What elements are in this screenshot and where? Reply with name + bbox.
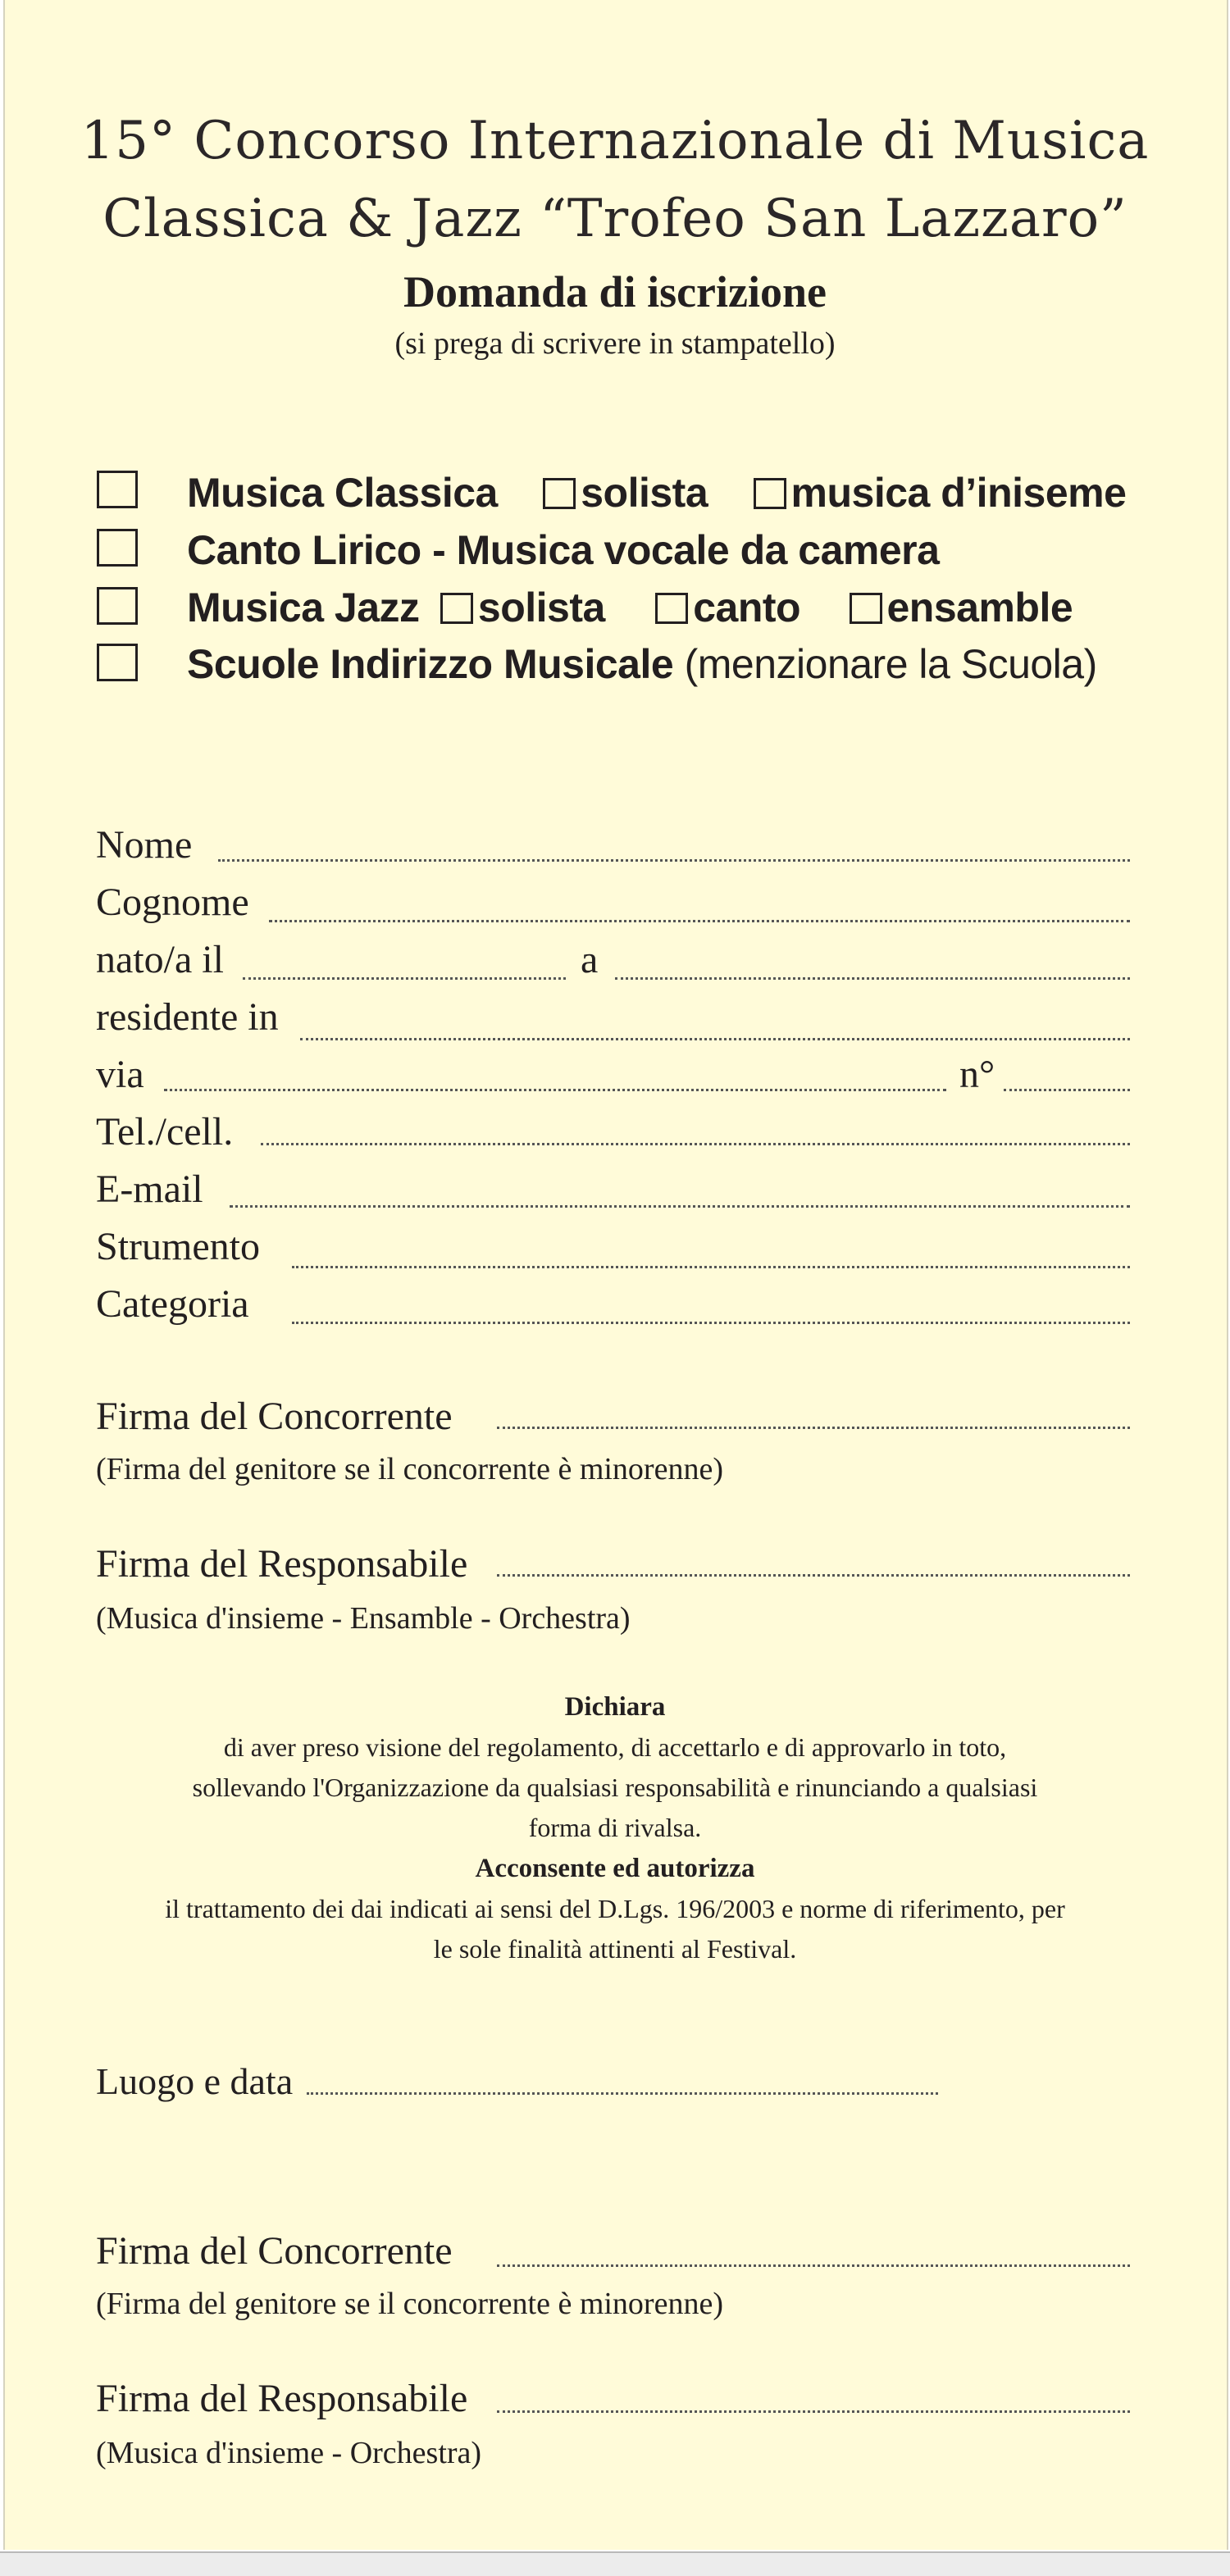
option-jazz-solista-label: solista <box>477 585 605 630</box>
signature-concorrente-2-note: (Firma del genitore se il concorrente è minorenne) <box>96 2287 723 2321</box>
field-tel-line[interactable] <box>261 1143 1130 1145</box>
option-jazz-label: Musica Jazz <box>187 585 420 630</box>
checkbox-classica-solista[interactable] <box>543 478 576 509</box>
field-residente-label: residente in <box>96 995 279 1039</box>
declaration-line-1: di aver preso visione del regolamento, di accettarlo e di approvarlo in toto, <box>223 1732 1007 1762</box>
field-cognome-label: Cognome <box>96 881 249 924</box>
declaration-line-4: il trattamento dei dai indicati ai sensi del D.Lgs. 196/2003 e norme di riferimento, per <box>165 1894 1065 1923</box>
field-cognome-line[interactable] <box>269 920 1130 922</box>
field-nome-line[interactable] <box>218 859 1130 862</box>
field-strumento-label: Strumento <box>96 1225 260 1268</box>
declaration-heading-dichiara: Dichiara <box>564 1692 666 1722</box>
checkbox-classica[interactable] <box>97 471 138 508</box>
option-lirico: Canto Lirico - Musica vocale da camera <box>187 527 940 573</box>
checkbox-jazz[interactable] <box>97 587 138 625</box>
field-nato-date-line[interactable] <box>243 977 566 980</box>
field-categoria-label: Categoria <box>96 1282 249 1326</box>
field-strumento-line[interactable] <box>292 1266 1130 1268</box>
page-bottom-edge <box>0 2551 1230 2576</box>
field-numero-label: n° <box>959 1053 995 1096</box>
declaration-heading-acconsente: Acconsente ed autorizza <box>475 1854 755 1883</box>
signature-responsabile-note: (Musica d'insieme - Ensamble - Orchestra) <box>96 1601 631 1636</box>
field-luogo-nascita-label: a <box>581 938 599 981</box>
signature-responsabile-2-label: Firma del Responsabile <box>96 2377 468 2420</box>
form-page <box>3 0 1228 2550</box>
checkbox-lirico[interactable] <box>97 529 138 567</box>
form-subtitle: Domanda di iscrizione <box>403 267 827 316</box>
field-tel-label: Tel./cell. <box>96 1110 234 1154</box>
option-classica-solista-label: solista <box>581 470 708 516</box>
declaration-line-2: sollevando l'Organizzazione da qualsiasi responsabilità e rinunciando a qualsiasi <box>192 1773 1038 1802</box>
option-jazz-canto-label: canto <box>693 585 801 630</box>
option-classica-insieme-label: musica d’iniseme <box>790 470 1127 516</box>
checkbox-jazz-solista[interactable] <box>440 593 473 624</box>
option-scuole-note: (menzionare la Scuola) <box>684 641 1097 687</box>
field-email-label: E-mail <box>96 1167 203 1211</box>
signature-responsabile-2-line[interactable] <box>497 2410 1130 2413</box>
luogo-data-label: Luogo e data <box>96 2060 294 2102</box>
declaration-block <box>0 1686 1230 1969</box>
field-via-line[interactable] <box>164 1089 946 1091</box>
option-scuole-label: Scuole Indirizzo Musicale <box>187 641 674 687</box>
field-numero-line[interactable] <box>1004 1089 1130 1091</box>
signature-concorrente-label: Firma del Concorrente <box>96 1395 453 1438</box>
declaration-line-3: forma di rivalsa. <box>528 1813 702 1842</box>
field-categoria-line[interactable] <box>292 1322 1130 1324</box>
form-title-line2: Classica & Jazz “Trofeo San Lazzaro” <box>102 189 1128 249</box>
option-classica <box>187 469 1126 517</box>
signature-responsabile-2-note: (Musica d'insieme - Orchestra) <box>96 2436 482 2470</box>
signature-concorrente-2-label: Firma del Concorrente <box>96 2229 453 2273</box>
signature-concorrente-2-line[interactable] <box>497 2264 1130 2267</box>
print-instruction: (si prega di scrivere in stampatello) <box>394 326 836 361</box>
checkbox-scuole[interactable] <box>97 644 138 681</box>
option-jazz <box>187 584 1073 631</box>
checkbox-classica-insieme[interactable] <box>754 478 786 509</box>
signature-concorrente-line[interactable] <box>497 1427 1130 1429</box>
form-title-line1: 15° Concorso Internazionale di Musica <box>80 111 1150 171</box>
field-via-label: via <box>96 1053 144 1096</box>
field-luogo-nascita-line[interactable] <box>615 977 1130 980</box>
option-classica-label: Musica Classica <box>187 470 498 516</box>
field-residente-line[interactable] <box>300 1038 1130 1040</box>
option-scuole <box>187 640 1097 688</box>
signature-concorrente-note: (Firma del genitore se il concorrente è minorenne) <box>96 1452 723 1486</box>
field-nome-label: Nome <box>96 823 193 867</box>
field-email-line[interactable] <box>230 1205 1130 1208</box>
signature-responsabile-line[interactable] <box>497 1574 1130 1577</box>
luogo-data-line[interactable] <box>307 2092 938 2095</box>
checkbox-jazz-ensamble[interactable] <box>850 593 882 624</box>
option-jazz-ensamble-label: ensamble <box>886 585 1073 630</box>
checkbox-jazz-canto[interactable] <box>655 593 688 624</box>
signature-responsabile-label: Firma del Responsabile <box>96 1542 468 1586</box>
declaration-line-5: le sole finalità attinenti al Festival. <box>433 1934 797 1964</box>
field-nato-label: nato/a il <box>96 938 224 981</box>
